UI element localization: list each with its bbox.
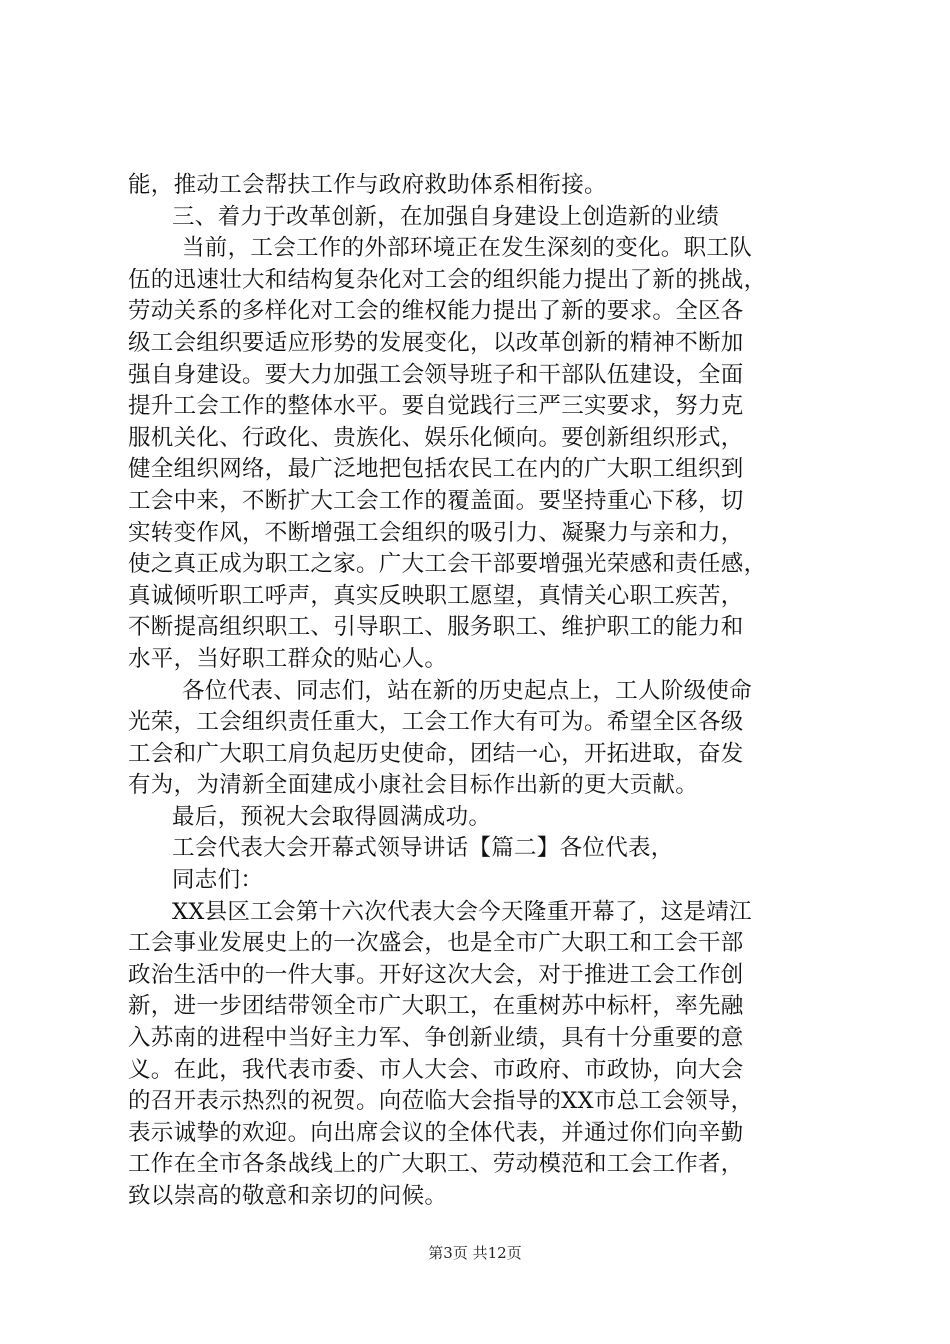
page-number-footer: 第3页 共12页	[428, 1244, 522, 1262]
text-line: 政治生活中的一件大事。开好这次大会，对于推进工会工作创	[128, 961, 744, 988]
text-line: 工会事业发展史上的一次盛会，也是全市广大职工和工会干部	[128, 930, 744, 957]
text-line: 劳动关系的多样化对工会的维权能力提出了新的要求。全区各	[128, 298, 744, 325]
text-line: XX县区工会第十六次代表大会今天隆重开幕了，这是靖江	[172, 898, 752, 925]
text-line: 新，进一步团结带领全市广大职工，在重树苏中标杆，率先融	[128, 993, 744, 1020]
text-line: 最后，预祝大会取得圆满成功。	[172, 803, 492, 830]
document-body	[128, 170, 828, 1213]
text-line: 有为，为清新全面建成小康社会目标作出新的更大贡献。	[128, 772, 699, 799]
text-line: 能，推动工会帮扶工作与政府救助体系相衔接。	[128, 172, 607, 198]
text-line: 当前，工会工作的外部环境正在发生深刻的变化。职工队	[182, 235, 753, 262]
section-heading: 三、着力于改革创新，在加强自身建设上创造新的业绩	[172, 203, 720, 230]
text-line: 不断提高组织职工、引导职工、服务职工、维护职工的能力和	[128, 614, 744, 641]
text-line: 义。在此，我代表市委、市人大会、市政府、市政协，向大会	[128, 1056, 744, 1083]
text-line: 提升工会工作的整体水平。要自觉践行三严三实要求，努力克	[128, 393, 744, 420]
text-line: 级工会组织要适应形势的发展变化，以改革创新的精神不断加	[128, 329, 744, 356]
text-line: 实转变作风，不断增强工会组织的吸引力、凝聚力与亲和力，	[128, 519, 744, 546]
text-line: 同志们：	[172, 867, 264, 894]
text-line: 工作在全市各条战线上的广大职工、劳动模范和工会工作者，	[128, 1151, 744, 1178]
text-line: 真诚倾听职工呼声，真实反映职工愿望，真情关心职工疾苦，	[128, 582, 744, 609]
text-line: 入苏南的进程中当好主力军、争创新业绩，具有十分重要的意	[128, 1025, 744, 1052]
text-line: 水平，当好职工群众的贴心人。	[128, 645, 448, 672]
text-line: 致以崇高的敬意和亲切的问候。	[128, 1183, 448, 1209]
text-line: 使之真正成为职工之家。广大工会干部要增强光荣感和责任感，	[128, 551, 767, 578]
text-line: 强自身建设。要大力加强工会领导班子和干部队伍建设，全面	[128, 361, 744, 388]
text-line: 光荣，工会组织责任重大，工会工作大有可为。希望全区各级	[128, 709, 744, 736]
text-line: 各位代表、同志们，站在新的历史起点上，工人阶级使命	[182, 677, 753, 704]
text-line: 伍的迅速壮大和结构复杂化对工会的组织能力提出了新的挑战，	[128, 266, 767, 293]
text-line: 工会和广大职工肩负起历史使命，团结一心，开拓进取，奋发	[128, 740, 744, 767]
text-line: 服机关化、行政化、贵族化、娱乐化倾向。要创新组织形式，	[128, 424, 744, 451]
text-line: 工会中来，不断扩大工会工作的覆盖面。要坚持重心下移，切	[128, 487, 744, 514]
section-heading: 工会代表大会开幕式领导讲话【篇二】各位代表，	[172, 835, 674, 862]
text-line: 表示诚挚的欢迎。向出席会议的全体代表，并通过你们向辛勤	[128, 1119, 744, 1146]
text-line: 的召开表示热烈的祝贺。向莅临大会指导的XX市总工会领导，	[128, 1088, 754, 1115]
text-line: 健全组织网络，最广泛地把包括农民工在内的广大职工组织到	[128, 456, 744, 483]
